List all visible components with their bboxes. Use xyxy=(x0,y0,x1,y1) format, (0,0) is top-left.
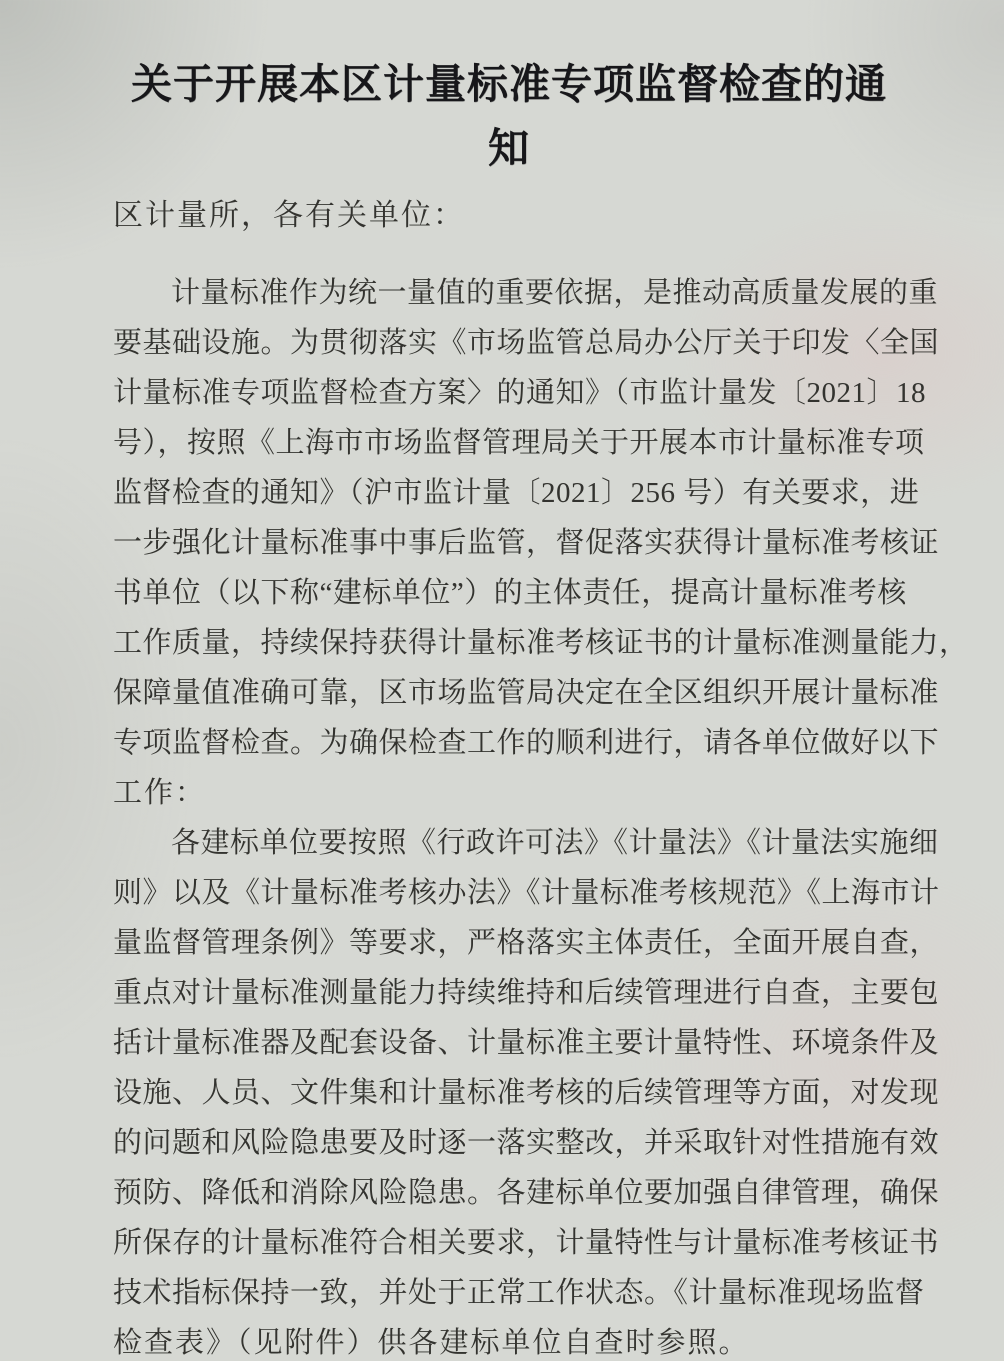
document-body xyxy=(113,268,969,1361)
body-line: 工作： xyxy=(113,777,207,809)
body-line: 一步强化计量标准事中事后监管，督促落实获得计量标准考核证 xyxy=(113,527,940,559)
body-line: 重点对计量标准测量能力持续维持和后续管理进行自查，主要包 xyxy=(113,977,940,1009)
body-line: 量监督管理条例》等要求，严格落实主体责任，全面开展自查， xyxy=(113,927,940,959)
body-line: 要基础设施。为贯彻落实《市场监管总局办公厅关于印发〈全国 xyxy=(113,327,940,359)
body-line: 监督检查的通知》（沪市监计量〔2021〕256 号）有关要求，进 xyxy=(113,477,920,509)
body-line: 各建标单位要按照《行政许可法》《计量法》《计量法实施细 xyxy=(171,827,939,859)
body-line: 工作质量，持续保持获得计量标准考核证书的计量标准测量能力， xyxy=(113,627,969,659)
salutation-line: 区计量所，各有关单位： xyxy=(113,199,465,232)
body-line: 专项监督检查。为确保检查工作的顺利进行，请各单位做好以下 xyxy=(113,727,940,759)
body-line: 保障量值准确可靠，区市场监管局决定在全区组织开展计量标准 xyxy=(113,677,940,709)
body-line: 的问题和风险隐患要及时逐一落实整改，并采取针对性措施有效 xyxy=(113,1127,940,1159)
document-title: 关于开展本区计量标准专项监督检查的通知 xyxy=(131,61,887,171)
body-line: 则》以及《计量标准考核办法》《计量标准考核规范》《上海市计 xyxy=(113,877,940,909)
body-line: 号），按照《上海市市场监督管理局关于开展本市计量标准专项 xyxy=(113,427,925,459)
body-line: 设施、人员、文件集和计量标准考核的后续管理等方面，对发现 xyxy=(113,1077,940,1109)
body-line: 所保存的计量标准符合相关要求，计量特性与计量标准考核证书 xyxy=(113,1227,940,1259)
body-line: 技术指标保持一致，并处于正常工作状态。《计量标准现场监督 xyxy=(113,1277,925,1309)
body-line: 书单位（以下称“建标单位”）的主体责任，提高计量标准考核 xyxy=(113,577,907,609)
body-line: 预防、降低和消除风险隐患。各建标单位要加强自律管理，确保 xyxy=(113,1177,940,1209)
body-line: 括计量标准器及配套设备、计量标准主要计量特性、环境条件及 xyxy=(113,1027,940,1059)
body-line: 计量标准作为统一量值的重要依据，是推动高质量发展的重 xyxy=(171,277,939,309)
body-line: 检查表》（见附件）供各建标单位自查时参照。 xyxy=(113,1327,750,1359)
body-line: 计量标准专项监督检查方案〉的通知》（市监计量发〔2021〕18 xyxy=(113,377,927,409)
